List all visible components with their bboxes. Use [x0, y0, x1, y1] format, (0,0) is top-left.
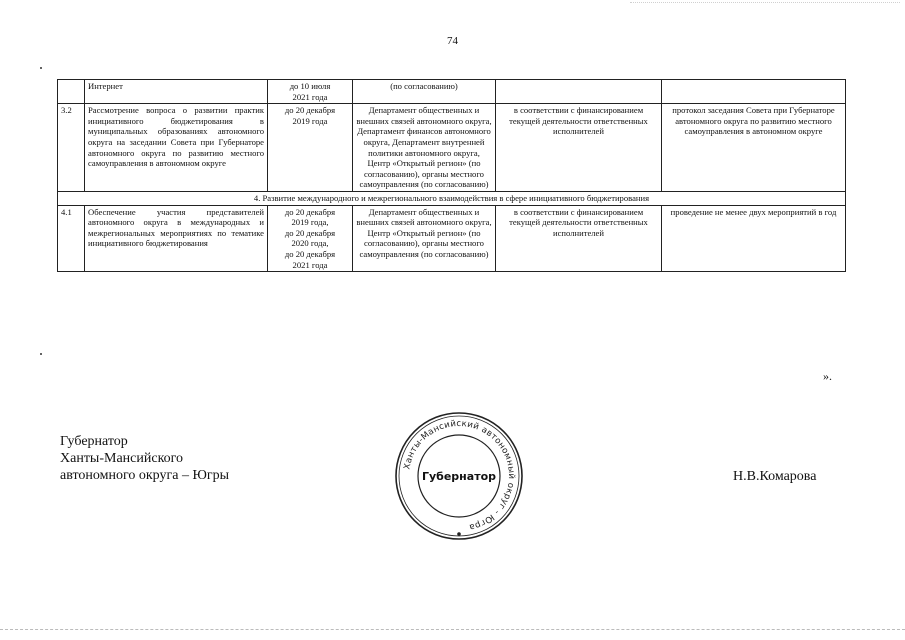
table-row — [58, 104, 846, 192]
row-number: 3.2 — [58, 104, 85, 192]
scan-artifact — [0, 629, 905, 630]
page-number: 74 — [447, 35, 458, 47]
seal-ring-text: Ханты-Мансийский автономный округ - Югра — [402, 418, 517, 532]
scan-dot — [40, 67, 42, 69]
event-cell: Интернет — [85, 80, 268, 104]
scan-dot — [40, 353, 42, 355]
section-title: 4. Развитие международного и межрегионального взаимодействия в сфере инициативного бюджетирования — [58, 191, 846, 205]
result-cell: проведение не менее двух мероприятий в год — [662, 205, 846, 272]
result-cell: протокол заседания Совета при Губернаторе автономного округа по развитию местного самоуправления в автономном округе — [662, 104, 846, 192]
result-cell — [662, 80, 846, 104]
row-number: 4.1 — [58, 205, 85, 272]
financing-cell: в соответствии с финансированием текущей деятельности ответственных исполнителей — [496, 104, 662, 192]
table-row — [58, 205, 846, 272]
events-table — [57, 79, 846, 272]
financing-cell: в соответствии с финансированием текущей деятельности ответственных исполнителей — [496, 205, 662, 272]
section-header-row — [58, 191, 846, 205]
responsible-cell: (по согласованию) — [353, 80, 496, 104]
signature-name: Н.В.Комарова — [733, 469, 817, 484]
table-row — [58, 80, 846, 104]
event-cell: Обеспечение участия представителей автономного округа в международных и межрегиональных мероприятиях по тематике инициативного бюджетирования — [85, 205, 268, 272]
deadline-cell: до 10 июля 2021 года — [268, 80, 353, 104]
deadline-cell: до 20 декабря 2019 года — [268, 104, 353, 192]
signature-title-line: Губернатор — [60, 434, 128, 449]
official-seal — [393, 410, 525, 542]
signature-title-line: автономного округа – Югры — [60, 468, 229, 483]
responsible-cell: Департамент общественных и внешних связей автономного округа, Центр «Открытый регион» (по согласованию), органы местного самоуправления (по согласованию) — [353, 205, 496, 272]
signature-title-line: Ханты-Мансийского — [60, 451, 184, 466]
row-number — [58, 80, 85, 104]
event-cell: Рассмотрение вопроса о развитии практик инициативного бюджетирования в муниципальных образованиях автономного округа на заседании Совета при Губернаторе автономного округа по развитию местного самоуправления в автономном округе — [85, 104, 268, 192]
deadline-cell: до 20 декабря 2019 года, до 20 декабря 2020 года, до 20 декабря 2021 года — [268, 205, 353, 272]
seal-center-text: Губернатор — [421, 470, 497, 483]
financing-cell — [496, 80, 662, 104]
responsible-cell: Департамент общественных и внешних связей автономного округа, Департамент финансов автономного округа, Департамент внутренней политики автономного округа, Центр «Открытый регион» (по согласованию), органы местного самоуправления (по согласованию) — [353, 104, 496, 192]
signature-title — [60, 433, 229, 484]
scan-artifact — [630, 2, 900, 3]
closing-quote: ». — [823, 369, 832, 383]
